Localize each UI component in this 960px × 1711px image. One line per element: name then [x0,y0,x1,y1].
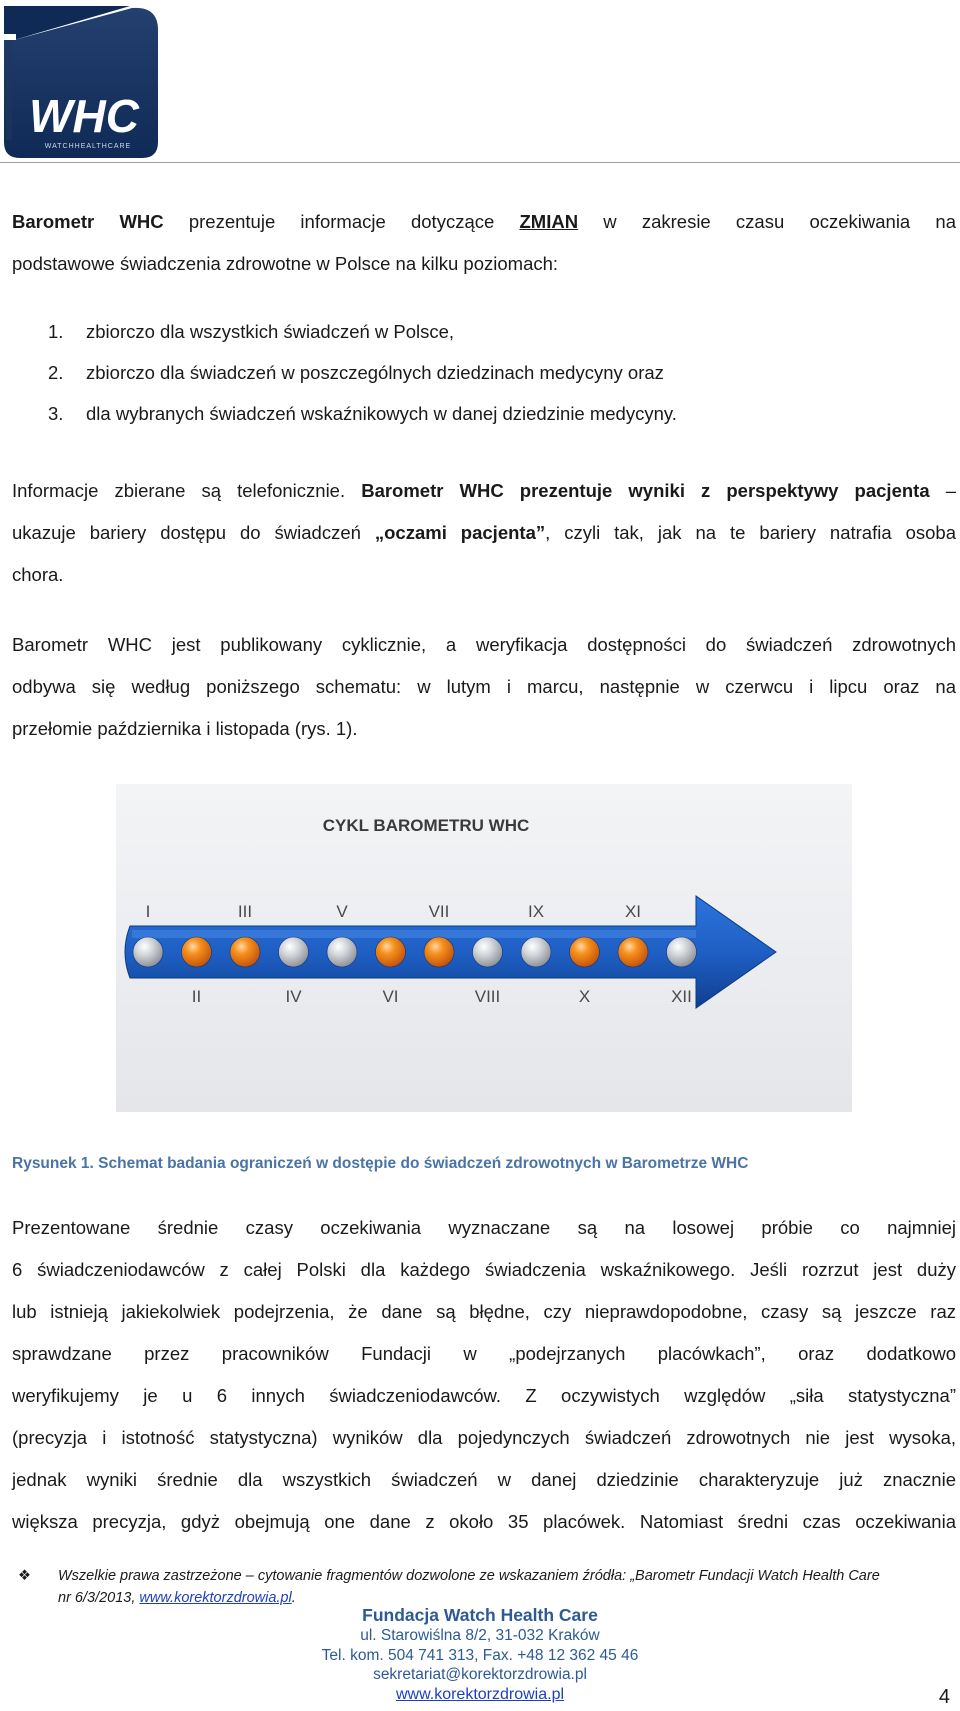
footer-org: Fundacja Watch Health Care [362,1605,598,1625]
month-label-bottom: X [578,987,591,1006]
month-label-top: IX [527,902,545,921]
month-ball-orange [424,937,454,967]
month-ball-orange [182,937,212,967]
month-ball-silver [133,937,163,967]
footer-phone: Tel. kom. 504 741 313, Fax. +48 12 362 45 46 [321,1646,639,1664]
para4-line-8: większa precyzja, gdyż obejmują one dane z około 35 placówek. Natomiast średni czas oczekiwania [12,1511,956,1532]
month-ball-orange [618,937,648,967]
month-label-top: III [237,902,253,921]
logo-subtext: WATCHHEALTHCARE [44,143,132,150]
month-ball-silver [279,937,309,967]
intro-zmian: ZMIAN [519,211,579,232]
month-ball-orange [230,937,260,967]
intro-bold-title: Barometr WHC [12,211,164,232]
copyright-footnote [18,1565,948,1609]
month-label-bottom: II [191,987,202,1006]
month-ball-silver [667,937,697,967]
month-ball-silver [473,937,503,967]
intro-line-2: podstawowe świadczenia zdrowotne w Polsce na kilku poziomach: [12,253,559,274]
para4-line-1: Prezentowane średnie czasy oczekiwania wyznaczane są na losowej próbie co najmniej [12,1217,956,1238]
month-label-top: VII [428,902,450,921]
footnote-link[interactable]: www.korektorzdrowia.pl [139,1590,292,1606]
intro-text-a: prezentuje informacje dotyczące [163,211,520,232]
para2-line-3: chora. [12,564,64,585]
footer-email[interactable]: sekretariat@korektorzdrowia.pl [373,1666,587,1683]
list-item: 3. dla wybranych świadczeń wskaźnikowych w danej dziedzinie medycyny. [48,403,677,424]
figure-title: CYKL BAROMETRU WHC [322,816,530,835]
para2-bold: Barometr WHC prezentuje wyniki z perspektywy pacjenta [361,480,930,501]
month-label-bottom: VIII [474,987,501,1006]
header-divider [0,162,960,163]
intro-text-b: w zakresie czasu oczekiwania na [578,211,956,232]
footnote-line-1: Wszelkie prawa zastrzeżone – cytowanie fragmentów dozwolone ze wskazaniem źródła: „Barometr Fundacji Watch Health Care [58,1568,880,1584]
para4-line-6: (precyzja i istotność statystyczna) wyników dla pojedynczych świadczeń zdrowotnych nie jest wysoka, [12,1427,956,1448]
list-item: 2. zbiorczo dla świadczeń w poszczególnych dziedzinach medycyny oraz [48,362,664,383]
footer-url-link[interactable]: www.korektorzdrowia.pl [395,1685,565,1703]
para3-line-3: przełomie października i listopada (rys. 1). [12,718,358,739]
page-footer [0,1604,960,1704]
month-ball-silver [521,937,551,967]
para2-line-2: ukazuje bariery dostępu do świadczeń „oczami pacjenta”, czyli tak, jak na te bariery natrafia osoba [12,522,956,543]
para2-quote-bold: „oczami pacjenta” [374,522,546,543]
levels-list [48,311,677,434]
month-label-bottom: IV [285,987,302,1006]
month-label-top: I [145,902,151,921]
para4-line-5: weryfikujemy je u 6 innych świadczeniodawców. Z oczywistych względów „siła statystyczna” [12,1385,956,1406]
barometer-cycle-figure [116,784,852,1112]
para4-line-2: 6 świadczeniodawców z całej Polski dla każdego świadczenia wskaźnikowego. Jeśli rozrzut jest duży [12,1259,956,1280]
para4-line-3: lub istnieją jakiekolwiek podejrzenia, że dane są błędne, czy nieprawdopodobne, czasy są jeszcze raz [12,1301,956,1322]
para2-line-1: Informacje zbierane są telefonicznie. Barometr WHC prezentuje wyniki z perspektywy pacjenta – [12,480,956,501]
footnote-line-2: nr 6/3/2013, www.korektorzdrowia.pl. [58,1590,296,1606]
month-ball-orange [570,937,600,967]
logo-text: WHC [29,90,139,142]
diamond-bullet-icon: ❖ [18,1568,31,1584]
month-ball-orange [376,937,406,967]
list-item: 1. zbiorczo dla wszystkich świadczeń w Polsce, [48,321,455,342]
month-label-bottom: VI [382,987,399,1006]
page-number: 4 [938,1686,950,1708]
month-label-top: XI [624,902,642,921]
para4-line-4: sprawdzane przez pracowników Fundacji w „podejrzanych placówkach”, oraz dodatkowo [12,1343,956,1364]
figure-caption: Rysunek 1. Schemat badania ograniczeń w dostępie do świadczeń zdrowotnych w Barometrze WHC [12,1155,749,1172]
month-ball-silver [327,937,357,967]
para3-line-2: odbywa się według poniższego schematu: w lutym i marcu, następnie w czerwcu i lipcu oraz na [12,676,956,697]
para4-line-7: jednak wyniki średnie dla wszystkich świadczeń w danej dziedzinie charakteryzuje już znacznie [12,1469,956,1490]
month-label-top: V [336,902,348,921]
intro-line-1 [12,201,956,243]
footer-address: ul. Starowiślna 8/2, 31-032 Kraków [360,1627,600,1644]
para3-line-1: Barometr WHC jest publikowany cyklicznie, a weryfikacja dostępności do świadczeń zdrowotnych [12,634,956,655]
month-label-bottom: XII [671,987,692,1006]
whc-logo [0,0,158,160]
